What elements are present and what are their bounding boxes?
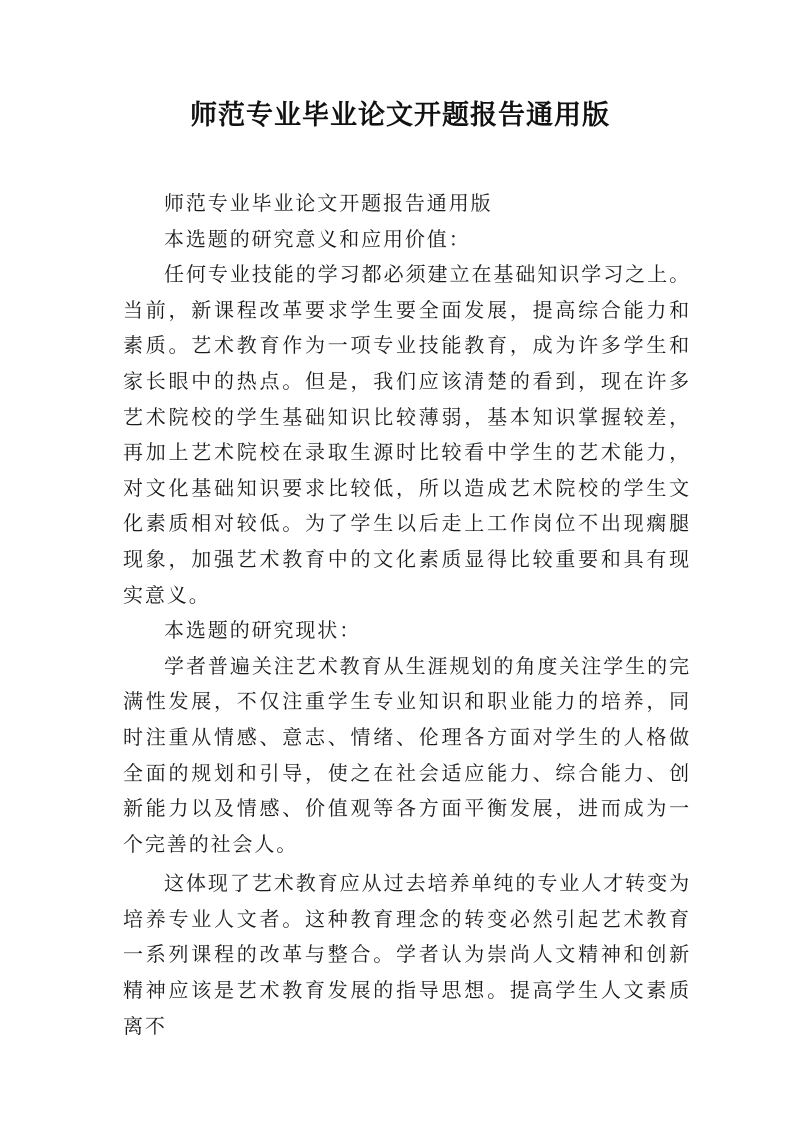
section-heading-status: 本选题的研究现状： (164, 618, 362, 643)
paragraph-status: 学者普遍关注艺术教育从生涯规划的角度关注学生的完满性发展，不仅注重学生专业知识和职业能力的培养，同时注重从情感、意志、情绪、伦理各方面对学生的人格做全面的规划和引导，使之在社会适应能力、综合能力、创新能力以及情感、价值观等各方面平衡发展，进而成为一个完善的社会人。 (123, 653, 691, 856)
document-body (123, 186, 691, 1044)
document-title: 师范专业毕业论文开题报告通用版 (190, 100, 610, 131)
paragraph-concept: 这体现了艺术教育应从过去培养单纯的专业人才转变为培养专业人文者。这种教育理念的转变必然引起艺术教育一系列课程的改革与整合。学者认为崇尚人文精神和创新精神应该是艺术教育发展的指导思想。提高学生人文素质离不 (123, 871, 691, 1038)
paragraph-significance: 任何专业技能的学习都必须建立在基础知识学习之上。当前，新课程改革要求学生要全面发展，提高综合能力和素质。艺术教育作为一项专业技能教育，成为许多学生和家长眼中的热点。但是，我们应该清楚的看到，现在许多艺术院校的学生基础知识比较薄弱，基本知识掌握较差，再加上艺术院校在录取生源时比较看中学生的艺术能力，对文化基础知识要求比较低，所以造成艺术院校的学生文化素质相对较低。为了学生以后走上工作岗位不出现瘸腿现象，加强艺术教育中的文化素质显得比较重要和具有现实意义。 (123, 262, 691, 607)
paragraph-subtitle: 师范专业毕业论文开题报告通用版 (164, 191, 493, 215)
section-heading-significance: 本选题的研究意义和应用价值： (164, 226, 471, 251)
